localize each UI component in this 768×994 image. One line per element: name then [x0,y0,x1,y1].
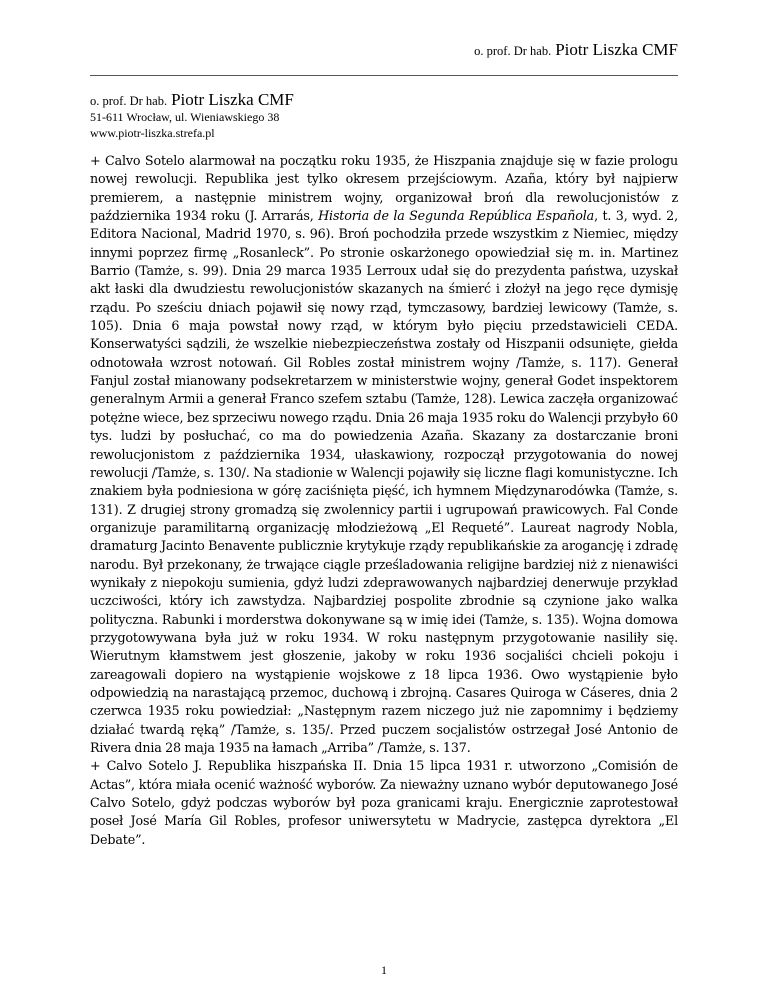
header-author-name: Piotr Liszka CMF [555,40,678,59]
author-title-prefix: o. prof. Dr hab. [90,94,168,108]
paragraph-1-part-b: , t. 3, wyd. 2, Editora Nacional, Madrid 1970, s. 96). Broń pochodziła przede wszystkim z Niemiec, między innymi poprzez firmę „Rosanleck”. Po stronie oskarżonego opowiedział się m. in. Martinez Barrio (Tamże, s. 99). Dnia 29 marca 1935 Lerroux udał się do prezydenta państwa, uzyskał akt łaski dla dwudziestu rewolucjonistów skazanych na śmierć i złożył na jego ręce dymisję rządu. Po sześciu dniach pojawił się nowy rząd, tymczasowy, bardziej lewicowy (Tamże, s. 105). Dnia 6 maja powstał nowy rząd, w którym było pięciu przedstawicieli CEDA. Konserwatyści sądzili, że wszelkie niebezpieczeństwa zostały od Hiszpanii odsunięte, giełda odnotowała wzrost notowań. Gil Robles został ministrem wojny /Tamże, s. 117). Generał Fanjul został mianowany podsekretarzem w ministerstwie wojny, generał Godet inspektorem generalnym Armii a generał Franco szefem sztabu (Tamże, 128). Lewica zaczęła organizować potężne wiece, bez sprzeciwu nowego rządu. Dnia 26 maja 1935 roku do Walencji przybyło 60 tys. ludzi by posłuchać, co ma do powiedzenia Azaña. Skazany za dostarczanie broni rewolucjonistom z października 1934, ułaskawiony, rozpoczął przygotowania do nowej rewolucji /Tamże, s. 130/. Na stadionie w Walencji pojawiły się liczne flagi komunistyczne. Ich znakiem była podniesiona w górę zaciśnięta pięść, ich hymnem Międzynarodówka (Tamże, s. 131). Z drugiej strony gromadzą się zwolennicy partii i ugrupowań prawicowych. Fal Conde organizuje paramilitarną organizację młodzieżową „El Requeté”. Laureat nagrody Nobla, dramaturg Jacinto Benavente publicznie krytykuje rządy republikańskie za arogancję i zdradę narodu. Był przekonany, że trwające ciągle prześladowania religijne bardziej niż z nienawiści wynikały z niepokoju sumienia, gdyż ludzi zdeprawowanych najbardziej denerwuje przykład uczciwości, który ich zawstydza. Najbardziej pospolite zbrodnie są czynione jako walka polityczna. Rabunki i morderstwa dokonywane są w imię idei (Tamże, s. 135). Wojna domowa przygotowywana była już w roku 1934. W roku następnym przygotowanie nasiliły się. Wierutnym kłamstwem jest głoszenie, jakoby w roku 1936 socjaliści chcieli pokoju i zareagowali dopiero na wystąpienie wojskowe z 18 lipca 1936. Owo wystąpienie było odpowiedzią na narastającą przemoc, duchową i zbrojną. Casares Quiroga w Cáseres, dnia 2 czerwca 1935 roku powiedział: „Następnym razem niczego już nie zapomnimy i będziemy działać twardą ręką” /Tamże, s. 135/. Przed puczem socjalistów ostrzegał José Antonio de Rivera dnia 28 maja 1935 na łamach „Arriba” /Tamże, s. 137. [90,208,678,755]
paragraph-1-part-a: + Calvo Sotelo alarmował na początku roku 1935, że Hiszpania znajduje się w fazie prologu nowej rewolucji. Republika jest tylko okresem przejściowym. Azaña, który był najpierw premierem, a następnie ministrem wojny, organizował broń dla rewolucjonistów z października 1934 roku (J. Arrarás, [90,153,678,224]
page-number: 1 [381,963,387,977]
running-header [474,40,678,60]
author-address-block [90,92,294,141]
website-url: www.piotr-liszka.strefa.pl [90,126,215,140]
header-divider [90,75,678,76]
street-address: 51-611 Wrocław, ul. Wieniawskiego 38 [90,110,280,124]
author-line [90,92,294,109]
paragraph-2: + Calvo Sotelo J. Republika hiszpańska II. Dnia 15 lipca 1931 r. utworzono „Comisión de Actas”, która miała ocenić ważność wyborów. Za nieważny uznano wybór deputowanego José Calvo Sotelo, gdyż podczas wyborów był poza granicami kraju. Energicznie zaprotestował poseł José María Gil Robles, profesor uniwersytetu w Madrycie, zastępca dyrektora „El Debate”. [90,758,678,847]
paragraph-1 [90,152,678,757]
header-title-prefix: o. prof. Dr hab. [474,44,552,58]
main-text [90,152,678,849]
book-title: Historia de la Segunda República Española [318,208,595,224]
author-name: Piotr Liszka CMF [171,90,294,109]
